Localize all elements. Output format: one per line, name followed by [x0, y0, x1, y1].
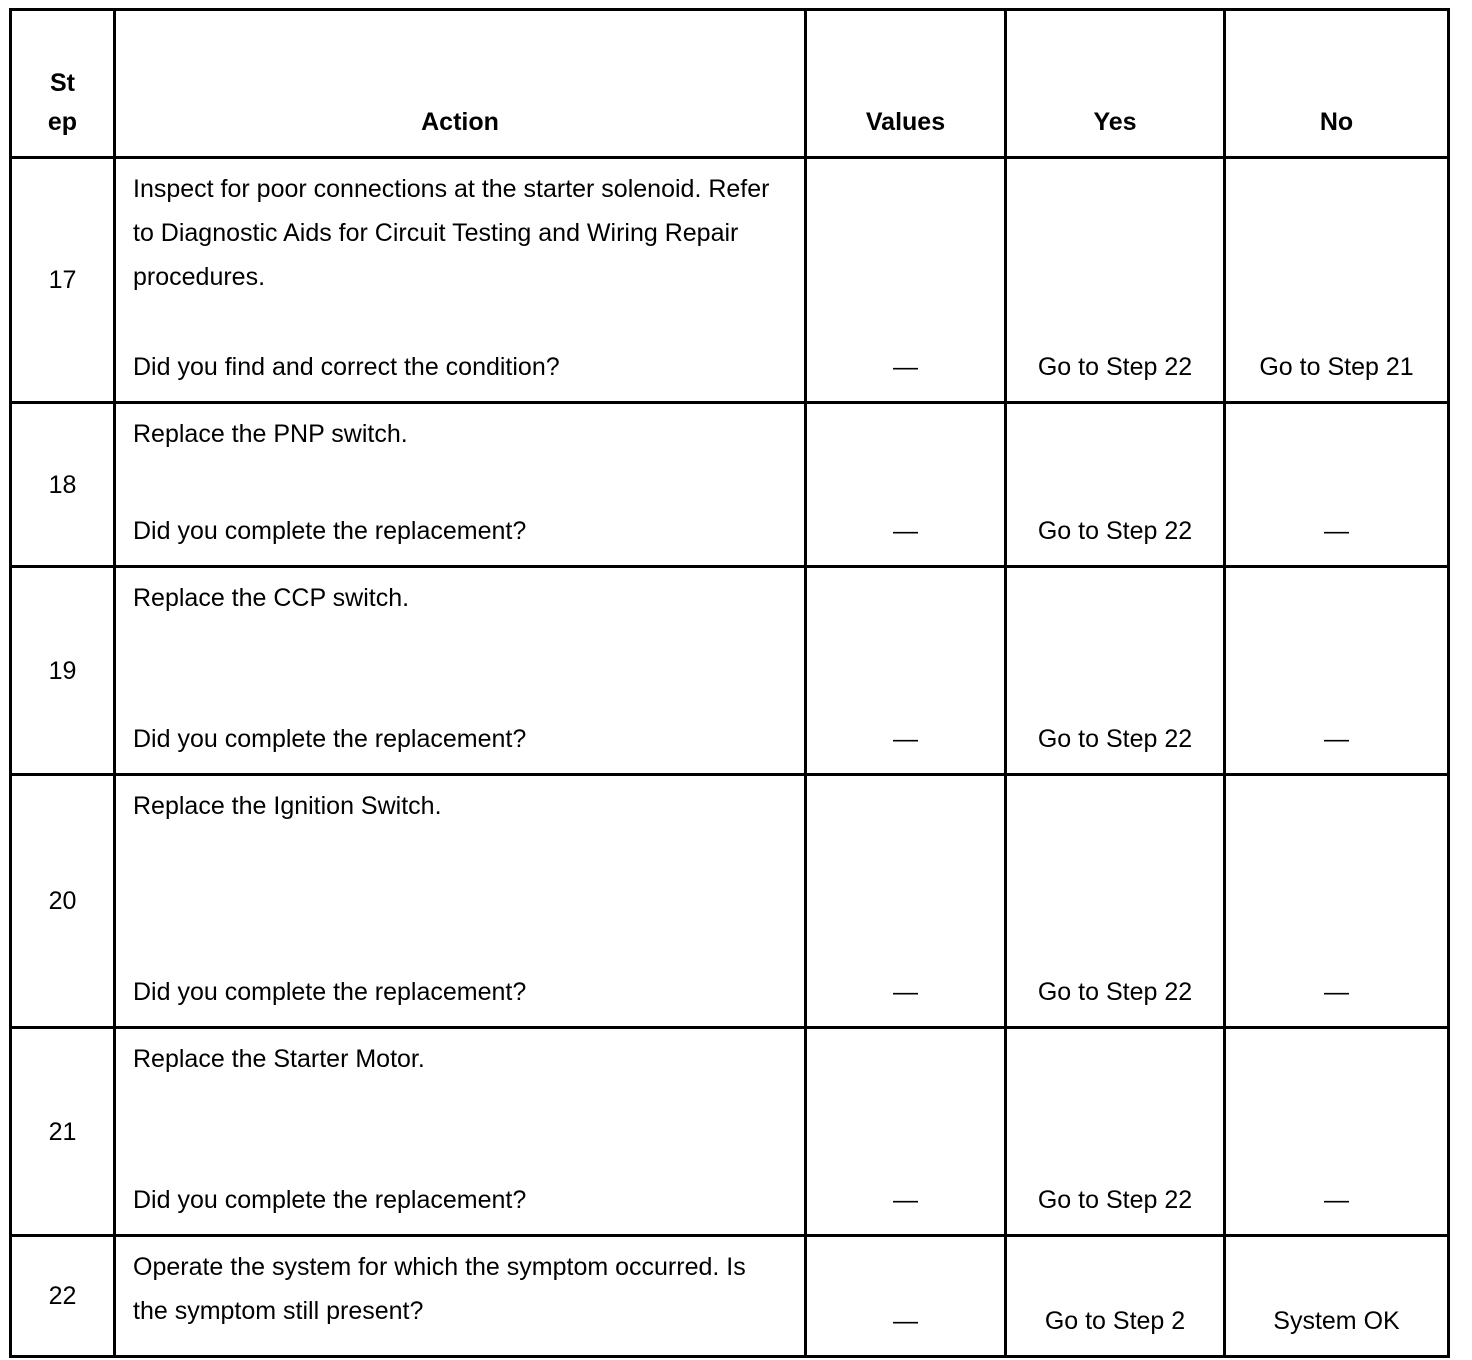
no-cell: [1225, 403, 1449, 567]
action-instruction: Replace the PNP switch.: [133, 420, 408, 448]
table-row: [11, 158, 1449, 403]
no-result: Go to Step 21: [1259, 353, 1414, 381]
action-cell: [115, 158, 806, 403]
yes-result: Go to Step 22: [1037, 725, 1193, 753]
values-cell: —: [806, 1236, 1006, 1357]
action-question: Did you complete the replacement?: [133, 725, 527, 753]
action-instruction: Replace the CCP switch.: [133, 584, 410, 612]
action-question: Did you find and correct the condition?: [133, 353, 560, 381]
action-cell: [115, 1028, 806, 1236]
yes-cell: [1006, 775, 1225, 1028]
header-action: Action: [115, 10, 806, 158]
step-number: 18: [11, 403, 115, 567]
action-question: Did you complete the replacement?: [133, 517, 527, 545]
header-values: Values: [806, 10, 1006, 158]
table-row: [11, 567, 1449, 775]
step-number: 17: [11, 158, 115, 403]
no-result: System OK: [1273, 1307, 1400, 1335]
header-yes: Yes: [1006, 10, 1225, 158]
no-cell: [1225, 1236, 1449, 1357]
values-cell: —: [806, 1028, 1006, 1236]
values-cell: —: [806, 567, 1006, 775]
header-row: [11, 10, 1449, 158]
values-cell: —: [806, 158, 1006, 403]
step-number: 20: [11, 775, 115, 1028]
no-cell: [1225, 1028, 1449, 1236]
no-result: —: [1324, 1186, 1349, 1214]
step-number: 21: [11, 1028, 115, 1236]
table-row: [11, 403, 1449, 567]
action-cell: [115, 775, 806, 1028]
yes-cell: [1006, 1236, 1225, 1357]
action-question: Did you complete the replacement?: [133, 978, 527, 1006]
yes-cell: [1006, 1028, 1225, 1236]
no-result: —: [1324, 725, 1349, 753]
no-result: —: [1324, 978, 1349, 1006]
no-cell: [1225, 158, 1449, 403]
action-cell: [115, 567, 806, 775]
no-cell: [1225, 775, 1449, 1028]
diagnostic-table-container: [9, 8, 1447, 1355]
action-cell: [115, 1236, 806, 1357]
action-instruction: Replace the Ignition Switch.: [133, 792, 442, 820]
yes-result: Go to Step 22: [1037, 978, 1193, 1006]
values-cell: —: [806, 775, 1006, 1028]
header-step: St ep: [11, 10, 115, 158]
step-number: 19: [11, 567, 115, 775]
action-cell: [115, 403, 806, 567]
yes-cell: [1006, 567, 1225, 775]
action-instruction: Replace the Starter Motor.: [133, 1045, 425, 1073]
action-instruction: Operate the system for which the symptom occurred. Is the symptom still present?: [133, 1253, 746, 1325]
yes-cell: [1006, 403, 1225, 567]
action-instruction: Inspect for poor connections at the starter solenoid. Refer to Diagnostic Aids for Circuit Testing and Wiring Repair procedures.: [133, 175, 770, 291]
no-cell: [1225, 567, 1449, 775]
yes-cell: [1006, 158, 1225, 403]
yes-result: Go to Step 22: [1037, 1186, 1193, 1214]
table-row: [11, 1028, 1449, 1236]
step-number: 22: [11, 1236, 115, 1357]
diagnostic-table: [9, 8, 1450, 1358]
yes-result: Go to Step 22: [1037, 517, 1193, 545]
action-question: Did you complete the replacement?: [133, 1186, 527, 1214]
values-cell: —: [806, 403, 1006, 567]
table-row: [11, 775, 1449, 1028]
header-no: No: [1225, 10, 1449, 158]
table-row: [11, 1236, 1449, 1357]
yes-result: Go to Step 22: [1037, 353, 1193, 381]
no-result: —: [1324, 517, 1349, 545]
yes-result: Go to Step 2: [1044, 1307, 1186, 1335]
